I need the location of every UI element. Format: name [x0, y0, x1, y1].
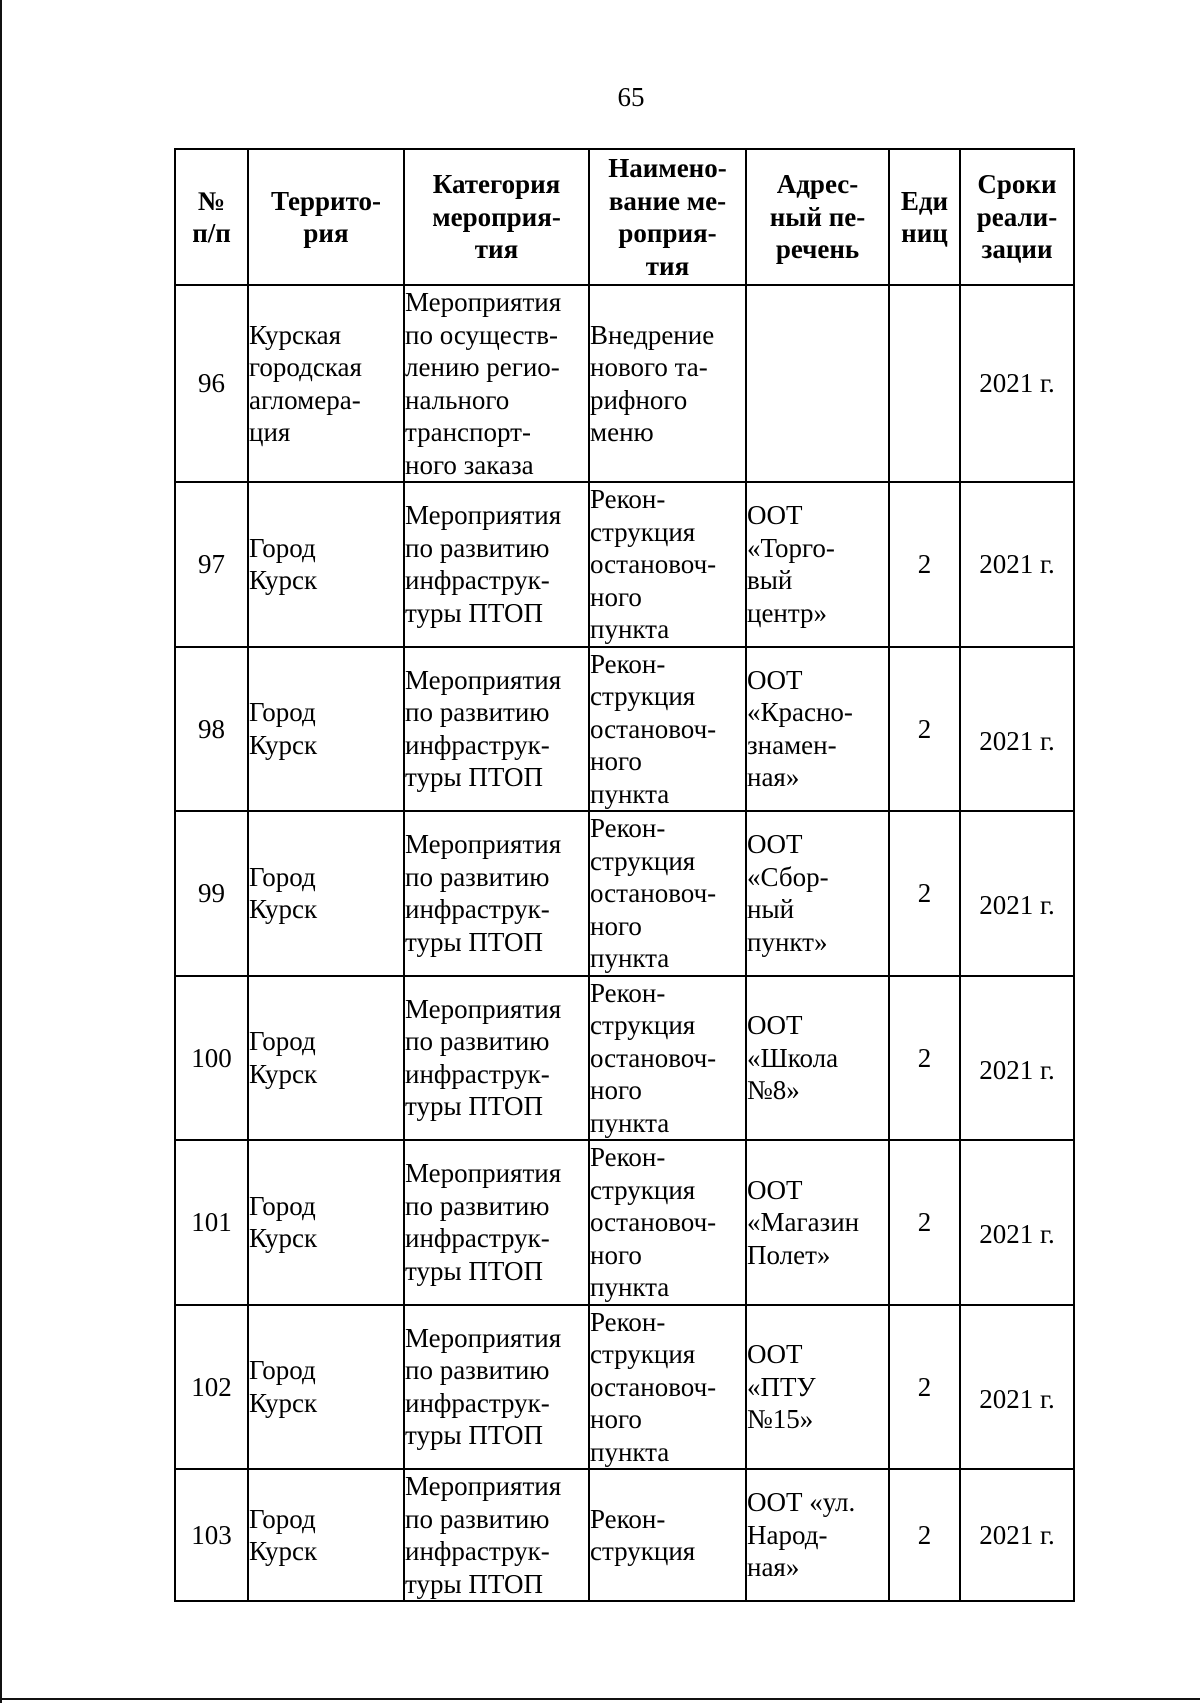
- cell-name: Рекон- струкция остановоч- ного пункта: [589, 976, 746, 1141]
- cell-name: Рекон- струкция: [589, 1469, 746, 1601]
- cell-term: 2021 г.: [960, 976, 1074, 1141]
- cell-name: Рекон- струкция остановоч- ного пункта: [589, 482, 746, 647]
- events-table: [174, 148, 1075, 1602]
- cell-category: Мероприятия по развитию инфраструк- туры ПТОП: [404, 482, 589, 647]
- cell-territory: Город Курск: [248, 811, 404, 976]
- cell-category: Мероприятия по развитию инфраструк- туры ПТОП: [404, 811, 589, 976]
- cell-category: Мероприятия по развитию инфраструк- туры ПТОП: [404, 1469, 589, 1601]
- cell-num: 99: [175, 811, 248, 976]
- cell-units: 2: [889, 1469, 960, 1601]
- cell-term: 2021 г.: [960, 482, 1074, 647]
- cell-territory: Курская городская агломера- ция: [248, 285, 404, 482]
- cell-territory: Город Курск: [248, 647, 404, 812]
- header-category: Категория мероприя- тия: [404, 149, 589, 285]
- cell-units: 2: [889, 976, 960, 1141]
- cell-num: 97: [175, 482, 248, 647]
- header-territory: Террито- рия: [248, 149, 404, 285]
- cell-territory: Город Курск: [248, 1469, 404, 1601]
- cell-term: 2021 г.: [960, 1140, 1074, 1305]
- cell-address: ООТ «Магазин Полет»: [746, 1140, 889, 1305]
- cell-units: 2: [889, 1305, 960, 1470]
- cell-term: 2021 г.: [960, 811, 1074, 976]
- header-units: Еди ниц: [889, 149, 960, 285]
- cell-address: ООТ «Торго- вый центр»: [746, 482, 889, 647]
- table-row: [175, 647, 1074, 812]
- cell-units: 2: [889, 1140, 960, 1305]
- cell-term: 2021 г.: [960, 647, 1074, 812]
- cell-category: Мероприятия по осуществ- лению регио- нального транспорт- ного заказа: [404, 285, 589, 482]
- table-row: [175, 1140, 1074, 1305]
- cell-territory: Город Курск: [248, 976, 404, 1141]
- cell-units: 2: [889, 647, 960, 812]
- cell-name: Внедрение нового та- рифного меню: [589, 285, 746, 482]
- cell-territory: Город Курск: [248, 1140, 404, 1305]
- table-row: [175, 976, 1074, 1141]
- cell-address: ООТ «Школа №8»: [746, 976, 889, 1141]
- table-row: [175, 1469, 1074, 1601]
- cell-num: 103: [175, 1469, 248, 1601]
- cell-address: [746, 285, 889, 482]
- cell-address: ООТ «ул. Народ- ная»: [746, 1469, 889, 1601]
- cell-name: Рекон- струкция остановоч- ного пункта: [589, 647, 746, 812]
- cell-term: 2021 г.: [960, 1469, 1074, 1601]
- cell-num: 101: [175, 1140, 248, 1305]
- cell-name: Рекон- струкция остановоч- ного пункта: [589, 811, 746, 976]
- cell-territory: Город Курск: [248, 482, 404, 647]
- cell-territory: Город Курск: [248, 1305, 404, 1470]
- cell-units: 2: [889, 811, 960, 976]
- header-term: Сроки реали- зации: [960, 149, 1074, 285]
- scan-edge-bottom: [0, 1698, 1200, 1700]
- cell-num: 100: [175, 976, 248, 1141]
- header-name: Наимено- вание ме- роприя- тия: [589, 149, 746, 285]
- cell-num: 98: [175, 647, 248, 812]
- cell-units: [889, 285, 960, 482]
- table-row: [175, 1305, 1074, 1470]
- cell-category: Мероприятия по развитию инфраструк- туры ПТОП: [404, 976, 589, 1141]
- table-row: [175, 285, 1074, 482]
- cell-category: Мероприятия по развитию инфраструк- туры ПТОП: [404, 1305, 589, 1470]
- cell-address: ООТ «Красно- знамен- ная»: [746, 647, 889, 812]
- header-address: Адрес- ный пе- речень: [746, 149, 889, 285]
- cell-term: 2021 г.: [960, 285, 1074, 482]
- cell-term: 2021 г.: [960, 1305, 1074, 1470]
- cell-name: Рекон- струкция остановоч- ного пункта: [589, 1140, 746, 1305]
- cell-address: ООТ «Сбор- ный пункт»: [746, 811, 889, 976]
- cell-category: Мероприятия по развитию инфраструк- туры ПТОП: [404, 1140, 589, 1305]
- table-row: [175, 482, 1074, 647]
- header-num: № п/п: [175, 149, 248, 285]
- cell-address: ООТ «ПТУ №15»: [746, 1305, 889, 1470]
- cell-units: 2: [889, 482, 960, 647]
- table-row: [175, 811, 1074, 976]
- cell-num: 102: [175, 1305, 248, 1470]
- cell-category: Мероприятия по развитию инфраструк- туры ПТОП: [404, 647, 589, 812]
- scan-edge-left: [0, 0, 2, 1703]
- cell-name: Рекон- струкция остановоч- ного пункта: [589, 1305, 746, 1470]
- page-number: 65: [617, 82, 645, 112]
- table-header-row: [175, 149, 1074, 285]
- cell-num: 96: [175, 285, 248, 482]
